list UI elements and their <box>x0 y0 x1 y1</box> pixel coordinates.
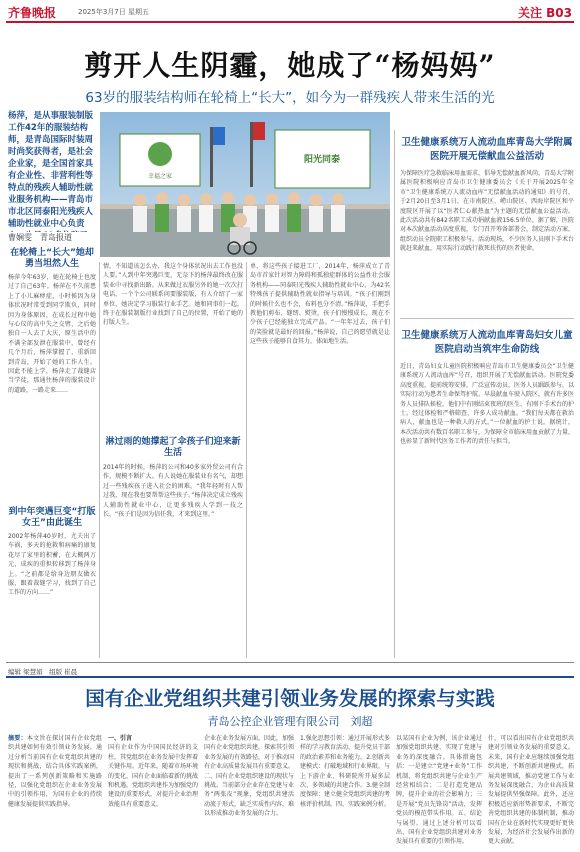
bottom-col-4 <box>300 734 390 848</box>
left-text-2: 2002年杨萍40岁时，尤夫出了车祸，多天的抢救和病痛的康复花尽了家里的积蓄，在大概两万元，成疾的重担转移到了杨萍身上。“之前都是给身边朋友做衣服，跟着裁缝学习，找到了自己工作的方向……” <box>8 533 96 597</box>
banner-left-text: 幸福之家 <box>147 173 173 180</box>
banner-right-text: 阳光同泰 <box>303 155 341 165</box>
bottom-article-title: 国有企业党组织共建引领业务发展的探索与实践 <box>85 687 495 710</box>
left-subheading-1: 在轮椅上“长大”她却勇当坦然人生 <box>10 248 94 269</box>
bottom-article-author: 青岛公控企业管理有限公司 刘超 <box>207 715 373 728</box>
main-headline: 剪开人生阴霾，她成了“杨妈妈” <box>84 49 496 82</box>
section-rule-blue <box>6 676 574 678</box>
bottom-text-5: 以某国有企业为例，该企业通过加强党组织共建，实现了党建与业务的深度融合。具体措施包括：一是建立“党建+业务”工作机制，将党组织共建与企业生产经营相结合；二是打造党建品牌，提升企业的社会影响力；三是开展“党员先锋岗”活动，发挥党员的模范带头作用。五、结论与展望。通过上述分析可以看出，国有企业党组织共建对业务发展具有重要的引领作用。 <box>396 735 482 846</box>
column-divider <box>246 262 247 658</box>
bottom-col-1 <box>8 734 102 848</box>
right-bottom-title: 卫生健康系统万人流动血库青岛妇女儿童医院启动当筑牢生命防线 <box>401 330 573 355</box>
lead-paragraph: 杨萍，是从事服装制版工作42年的服装结构师，是青岛国际时装周时尚奖获得者，是社会企业家，是全国首家具有企业性、非营利性等特点的残疾人辅助性就业服务机构——青岛市市北区同泰阳光残疾人辅助性就业中心负责 <box>8 111 94 229</box>
mid-text-2: 2014年的时候，杨萍的公司和40多家外贸公司有合作，规模不断扩大。有人说她在服装业有名气，却想过一些残疾孩子进入社会的困难。“我年轻时有人帮过我，现在我也要帮帮这些孩子。”杨萍决定成立残疾人辅助性就业中心，让更多残疾人学到一技之长，“孩子们是因为信任我，才来到这里。” <box>103 464 243 519</box>
left-column <box>8 248 96 660</box>
article-divider <box>400 318 574 319</box>
intro-heading: 一、引言 <box>108 735 133 742</box>
group-photo-illustration <box>100 112 390 257</box>
middle-column <box>103 262 243 658</box>
section-rule <box>6 662 574 663</box>
mid-text-1: 情，不知道该怎么办，我这个身体状况出去工作也没人要。”人到中年突遇巨变，无奈下的杨萍最终改在服装业中寻找新出路。从来做过衣服另外的她一次次打电话，一个个公司联系问要服装版，有人介绍了一家单位，她决定学习服装行业手艺。她和同事们一起，终于在服装制版行业找到了自己的位置，开始了她的打版人生。 <box>103 263 243 327</box>
abstract-label: 摘要： <box>8 735 27 742</box>
column-divider <box>99 262 100 658</box>
mid-subheading: 淋过雨的她撑起了伞孩子们迎来新生活 <box>105 437 241 458</box>
right-top-title: 卫生健康系统万人流动血库青岛大学附属医院开展无偿献血公益活动 <box>401 137 573 162</box>
bottom-text-3: 企业在业务发展方面，因此，加强国有企业党组织共建，探索其引领业务发展的有效路径，对于推动国有企业高质量发展具有重要意义。二、国有企业党组织建设的现状与挑战。当前部分企业存在党建与业务“两张皮”现象，党组织共建活动流于形式，缺乏实质性内容，难以形成推动业务发展的合力。 <box>204 735 294 818</box>
sub-headline: 63岁的服装结构师在轮椅上“长大”，如今为一群残疾人带来生活的光 <box>85 90 495 106</box>
mid2-text: 单，将这些孩子接进工厂，2014年，杨萍成立了青岛市首家针对智力障碍和孤独症群体的公益性社会服务机构——同泰阳光残疾人辅助性就业中心，为42名特殊孩子提供辅助性就业指导与培训。“孩子们刚到的时候什么也不会，布料也分不清。”杨萍说，手把手教他们剪布、缝纫、熨烫，孩子们慢慢成长，现在不少孩子已经能独立完成产品。“一年年过去，孩子们的笑脸就是最好的回报。”杨萍说，自己的愿望就是让这些孩子能够自食其力，体面地生活。 <box>250 263 390 346</box>
bottom-col-6 <box>488 734 574 848</box>
bottom-text-4: 1.强化思想引领：通过开展形式多样的学习教育活动，提升党员干部的政治素养和业务能力。2.创新共建模式：打破地域和行业界限，与上下游企业、科研院所开展多层次、多领域的共建合作。3.健全制度保障：建立健全党组织共建的考核评价机制。四、实践案例分析。 <box>300 735 390 808</box>
bottom-col-3 <box>204 734 294 848</box>
bottom-col-5 <box>396 734 482 848</box>
bottom-text-6: 什，可以看出国有企业党组织共建对引领业务发展的重要意义。未来，国有企业应继续加强党组织共建，不断创新共建模式，拓展共建领域，推动党建工作与业务发展深度融合，为企业高质量发展提供坚强保障。此外，还应积极适应新形势新要求，不断完善党组织共建的体制机制，推动国有企业在新时代实现更好更快发展，为经济社会发展作出新的更大贡献。 <box>488 735 574 846</box>
right-top-text: 为保障医疗急救临床用血需求，倡导无偿献血新风尚，青岛大学附属医院积极响应青岛市卫生健康委员会《关于开展2025年全市“卫生健康系统万人流动血库”无偿献血活动的通知》的号召，于2月20日至3月1日，在市南院区、崂山院区、西海岸院区和平度院区开展了以“医者仁心献热血”为主题的无偿献血公益活动。此次活动共有842名职工成功捐献血液156.5单位。据了解，医院对本次献血活动高度重视，专门召开筹备部署会，制定活动方案，组织动员全院职工积极参与。活动现场，不少医务人员刚下手术台就赶来献血，用实际行动践行救死扶伤的医者使命。 <box>400 170 574 253</box>
masthead-rule <box>6 21 574 23</box>
right-top-article <box>400 136 574 329</box>
intro-text: 国有企业作为中国国民经济的支柱，其党组织在业务发展中发挥着关键作用。近年来，随着市场环境的变化，国有企业面临着新的挑战和机遇。党组织共建作为加强党的建设的重要形式，对提升企业治理效能具有重要意义。 <box>108 744 198 808</box>
left-subheading-2: 到中年突遇巨变“打版女王”由此诞生 <box>8 507 96 528</box>
section-label: 关注 B03 <box>517 6 572 20</box>
main-photo <box>100 112 390 257</box>
column-divider <box>394 130 395 658</box>
editor-credit: 编辑 梁慧娟 组版 崔晨 <box>8 668 78 676</box>
issue-date: 2025年3月7日 星期五 <box>78 8 149 16</box>
right-bottom-article <box>400 329 574 652</box>
bottom-col-2 <box>108 734 198 848</box>
byline: 曹娴雯 青岛报道 <box>8 233 72 242</box>
abstract-text: 本文旨在探讨国有企业党组织共建如何有效引领业务发展。通过分析当前国有企业党组织共建的现状和挑战，结合具体实践案例，提出了一系列创新策略和实施路径，以强化党组织在企业业务发展中的引领作用，为国有企业的持续健康发展提供实践指导。 <box>8 735 102 808</box>
right-bottom-text: 近日，青岛妇女儿童医院积极响应青岛市卫生健康委员会“卫生健康系统万人流动血库”号召，组织开展了无偿献血活动。医院党委高度重视，提前统筹安排，广泛宣传动员，医务人员踊跃参与，以实际行动为患者生命保驾护航。早晨献血车驶入院区，就有许多医务人员排队候检，他们中有刚结束夜班的医生、有刚下手术台的护士。经过体检和严格筛查，许多人成功献血。“我们每天都在救治病人，献血也是一种救人的方式。”一位献血的护士说。据统计，本次活动共有数百名职工参与，为保障全市临床用血贡献了力量，也彰显了新时代医务工作者的责任与担当。 <box>400 363 574 446</box>
left-text-1: 杨萍今年63岁，她在轮椅上也度过了自己63年。杨萍在不久前患上了小儿麻痹症，小时候因为身体状况时常受到同学欺负，同时因为身体原因，在成长过程中她与心仪的高中失之交臂，之后她独自一人去了大庆，原生活中的不满全部发泄在服装中，曾经有几个月后，杨萍掌握了，重新回到青岛，开始了她的工作人生。因此不能上学，杨萍走了裁缝店当学徒，那通往杨萍的服装设计的道路，一路走来…… <box>8 274 96 394</box>
newspaper-logo: 齐鲁晚报 <box>8 6 57 20</box>
middle-column-2 <box>250 262 390 658</box>
